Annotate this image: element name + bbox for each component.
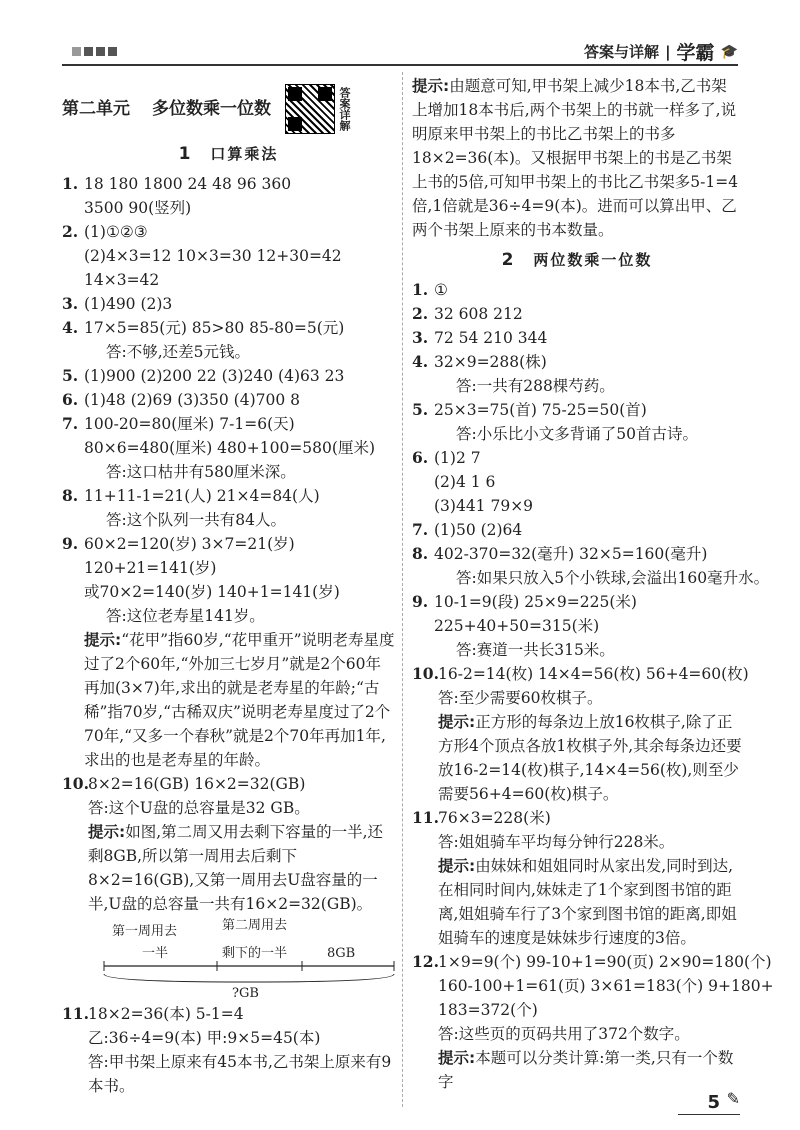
unit-title bbox=[62, 84, 395, 134]
answer-item: 6. (1)48 (2)69 (3)350 (4)700 8 bbox=[62, 390, 301, 409]
diagram-label: 第一周用去 bbox=[112, 924, 178, 939]
section-title: 1 口算乘法 bbox=[178, 144, 279, 164]
header-decoration bbox=[72, 47, 117, 56]
line-segment-diagram bbox=[102, 918, 402, 1001]
hint-text: 提示:如图,第二周又用去剩下容量的一半,还剩8GB,所以第一周用去后剩下8×2=16(GB),又第一周用去U盘容量的一半,U盘的总容量一共有16×2=32(GB)。 bbox=[88, 823, 384, 913]
hint-text: 提示:由题意可知,甲书架上减少18本书,乙书架上增加18本书后,两个书架上的书就一样多了,说明原来甲书架上的书比乙书架上的书多18×2=36(本)。又根据甲书架上的书是乙书架上书的5倍,可知甲书架上的书比乙书架多5-1=4倍,1倍就是36÷4=9(本)。进而可以算出甲、乙两个书架上原来的书本数量。 bbox=[412, 77, 739, 239]
answer-item: 7. (1)50 (2)64 bbox=[412, 520, 523, 539]
column-divider bbox=[402, 72, 403, 1107]
unit-name: 多位数乘一位数 bbox=[152, 99, 271, 119]
section-title: 2 两位数乘一位数 bbox=[501, 250, 653, 270]
diagram-label: 8GB bbox=[327, 946, 356, 961]
diagram-label: 一半 bbox=[142, 946, 169, 961]
answer-item: 7. 100-20=80(厘米) 7-1=6(天) 80×6=480(厘米) 480+100=580(厘米) 答:这口枯井有580厘米深。 bbox=[62, 414, 375, 481]
diagram-label: ?GB bbox=[232, 986, 259, 1001]
answer-item: 5. (1)900 (2)200 22 (3)240 (4)63 23 bbox=[62, 366, 345, 385]
answer-item: 4. 32×9=288(株) 答:一共有288棵芍药。 bbox=[412, 352, 615, 395]
header-title bbox=[584, 38, 738, 65]
unit-number: 第二单元 bbox=[62, 99, 130, 119]
diagram-label: 第二周用去 bbox=[222, 918, 288, 933]
answer-item: 2. (1)①②③ (2)4×3=12 10×3=30 12+30=42 14×3=42 bbox=[62, 222, 342, 289]
answer-item: 4. 17×5=85(元) 85>80 85-80=5(元) 答:不够,还差5元钱。 bbox=[62, 318, 345, 361]
answer-item: 2. 32 608 212 bbox=[412, 304, 523, 323]
answer-item: 8. 11+11-1=21(人) 21×4=84(人) 答:这个队列一共有84人。 bbox=[62, 486, 320, 529]
pencil-icon: ✎ bbox=[726, 1089, 740, 1108]
answer-item: 9. 60×2=120(岁) 3×7=21(岁) 120+21=141(岁) 或70×2=140(岁) 140+1=141(岁) 答:这位老寿星141岁。 提示:“花甲”指60岁,“花甲重开”说明老寿星度过了2个60年,“外加三七岁月”就是2个60年再加(3×7)年,求出的就是老寿星的年龄;“古稀”指70岁,“古稀双庆”说明老寿星度过了2个70年,“又多一个春秋”就是2个70年再加1年,求出的也是老寿星的年龄。 bbox=[62, 532, 395, 772]
answer-item: 5. 25×3=75(首) 75-25=50(首) 答:小乐比小文多背诵了50首古诗。 bbox=[412, 400, 698, 443]
qr-code-icon[interactable] bbox=[285, 84, 335, 134]
brand-label: 学霸 bbox=[676, 42, 715, 64]
answer-item: 1. ① bbox=[412, 280, 448, 299]
hint-text: 提示:“花甲”指60岁,“花甲重开”说明老寿星度过了2个60年,“外加三七岁月”就是2个60年再加(3×7)年,求出的就是老寿星的年龄;“古稀”指70岁,“古稀双庆”说明老寿星度过了2个70年,“又多一个春秋”就是2个70年再加1年,求出的也是老寿星的年龄。 bbox=[84, 631, 395, 769]
answer-item: 3. 72 54 210 344 bbox=[412, 328, 548, 347]
answer-item: 1. 18 180 1800 24 48 96 360 3500 90(竖列) bbox=[62, 174, 292, 217]
answer-item: 10. 16-2=14(枚) 14×4=56(枚) 56+4=60(枚) 答:至少需要60枚棋子。 提示:正方形的每条边上放16枚棋子,除了正方形4个顶点各放1枚棋子外,其余每条边还要放16-2=14(枚)棋子,14×4=56(枚),则至少需要56+4=60(枚)棋子。 bbox=[412, 662, 742, 806]
qr-caption: 答案详解 bbox=[338, 87, 351, 131]
answer-item: 3. (1)490 (2)3 bbox=[62, 294, 173, 313]
left-column bbox=[62, 74, 395, 1098]
answer-item: 11. 76×3=228(米) 答:姐姐骑车平均每分钟行228米。 提示:由妹妹和姐姐同时从家出发,同时到达,在相同时间内,妹妹走了1个家到图书馆的距离,姐姐骑车行了3个家到图书馆的距离,即姐姐骑车的速度是妹妹步行速度的3倍。 bbox=[412, 806, 742, 950]
answer-item: 10. 8×2=16(GB) 16×2=32(GB) 答:这个U盘的总容量是32 GB。 提示:如图,第二周又用去剩下容量的一半,还剩8GB,所以第一周用去后剩下8×2=16(GB),又第一周用去U盘容量的一半,U盘的总容量一共有16×2=32(GB)。 第一周用去 一半 第二周用去 剩下的一半 8GB ?GB bbox=[62, 772, 395, 998]
page-number: 5 bbox=[707, 1092, 720, 1113]
header-rule bbox=[62, 64, 738, 66]
answer-item: 9. 10-1=9(段) 25×9=225(米) 225+40+50=315(米) 答:赛道一共长315米。 bbox=[412, 592, 637, 659]
right-column bbox=[412, 74, 774, 1094]
hint-text: 提示:由妹妹和姐姐同时从家出发,同时到达,在相同时间内,妹妹走了1个家到图书馆的距离,姐姐骑车行了3个家到图书馆的距离,即姐姐骑车的速度是妹妹步行速度的3倍。 bbox=[438, 857, 737, 947]
diagram-label: 剩下的一半 bbox=[222, 946, 288, 961]
answer-item: 8. 402-370=32(毫升) 32×5=160(毫升) 答:如果只放入5个小铁球,会溢出160毫升水。 bbox=[412, 544, 770, 587]
answer-item: 6. (1)2 7 (2)4 1 6 (3)441 79×9 bbox=[412, 448, 534, 515]
separator: | bbox=[665, 42, 671, 61]
hint-text: 提示:正方形的每条边上放16枚棋子,除了正方形4个顶点各放1枚棋子外,其余每条边还要放16-2=14(枚)棋子,14×4=56(枚),则至少需要56+4=60(枚)棋子。 bbox=[438, 713, 742, 803]
footer-rule bbox=[678, 1114, 740, 1115]
answers-label: 答案与详解 bbox=[584, 43, 660, 61]
graduation-cap-icon: 🎓 bbox=[720, 43, 738, 60]
answer-item: 11. 18×2=36(本) 5-1=4 乙:36÷4=9(本) 甲:9×5=45(本) 答:甲书架上原来有45本书,乙书架上原来有9本书。 bbox=[62, 1004, 392, 1095]
hint-text: 提示:本题可以分类计算:第一类,只有一个数字 bbox=[438, 1049, 734, 1091]
answer-item: 12. 1×9=9(个) 99-10+1=90(页) 2×90=180(个) 160-100+1=61(页) 3×61=183(个) 9+180+ 183=372(个) 答:这些页的页码共用了372个数字。 提示:本题可以分类计算:第一类,只有一个数字 bbox=[412, 950, 742, 1094]
